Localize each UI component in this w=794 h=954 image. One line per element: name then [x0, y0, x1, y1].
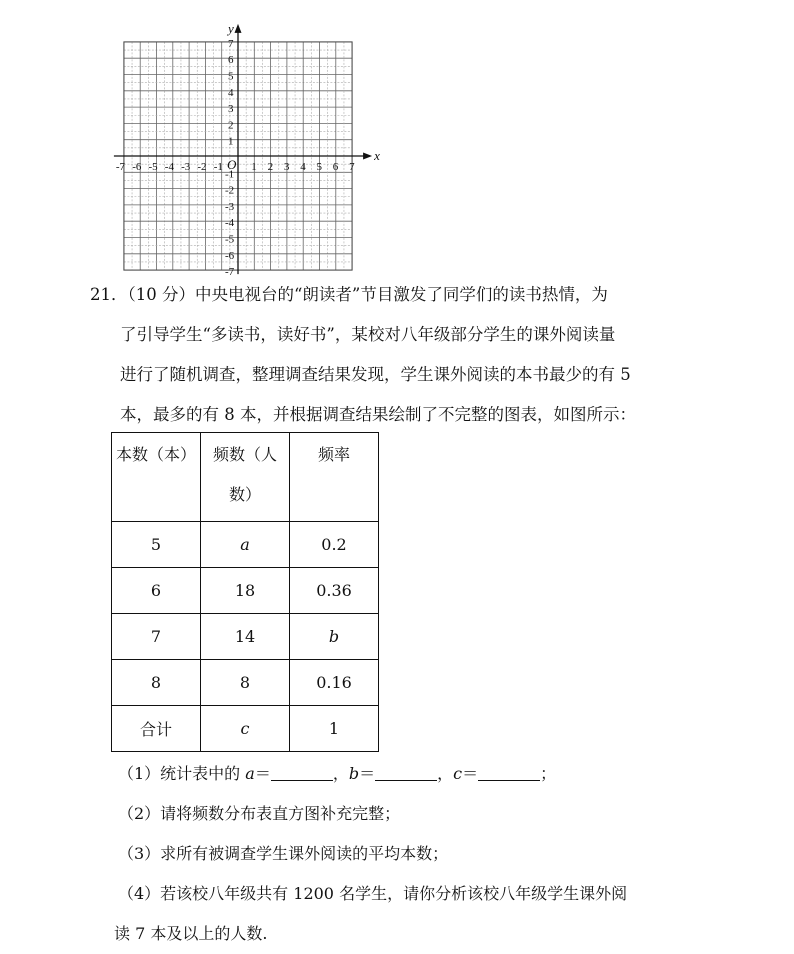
question-number: 21．: [90, 285, 128, 304]
y-axis-arrow: [235, 24, 242, 33]
x-tick-label: 6: [332, 161, 339, 173]
y-tick-label: -2: [225, 184, 235, 197]
y-tick-label: 7: [228, 37, 234, 50]
header-frequency-rate: 频率: [290, 433, 379, 522]
y-tick-label: -6: [225, 249, 235, 262]
x-tick-label: 3: [283, 161, 290, 173]
subquestions: [114, 754, 738, 954]
x-tick-label: -1: [213, 161, 223, 173]
y-tick-label: -7: [225, 266, 235, 279]
y-tick-label: -3: [225, 200, 235, 213]
x-axis-label: x: [374, 148, 380, 163]
question-line-4: 本，最多的有 8 本，并根据调查结果绘制了不完整的图表，如图所示：: [120, 405, 636, 424]
question-21: [90, 275, 710, 435]
header-frequency-count: 频数（人 数）: [201, 433, 290, 522]
subquestion-1: （1）统计表中的 a＝ ，b＝ ，c＝ ；: [118, 764, 557, 783]
y-tick-label: 4: [228, 86, 234, 99]
subquestion-4-line-1: （4）若该校八年级共有 1200 名学生，请你分析该校八年级学生课外阅: [118, 884, 628, 903]
table-row: 7 14 b: [112, 614, 379, 660]
x-tick-label: -2: [197, 161, 207, 173]
question-line-2: 了引导学生“多读书，读好书”，某校对八年级部分学生的课外阅读量: [120, 325, 616, 344]
x-tick-label: -7: [115, 161, 126, 173]
x-tick-label: -3: [181, 161, 191, 173]
table-header-row: [112, 433, 379, 522]
x-tick-label: 5: [316, 161, 322, 173]
subquestion-3: （3）求所有被调查学生课外阅读的平均本数；: [118, 844, 449, 863]
x-tick-label: 4: [300, 161, 306, 173]
question-line-3: 进行了随机调查，整理调查结果发现，学生课外阅读的本书最少的有 5: [120, 365, 631, 384]
x-axis-arrow: [363, 153, 372, 160]
x-tick-label: -4: [164, 161, 174, 173]
y-tick-label: 3: [228, 103, 234, 116]
table-total-row: 合计 c 1: [112, 706, 379, 752]
x-tick-label: 1: [251, 161, 257, 173]
origin-label: O: [227, 157, 237, 172]
subquestion-2: （2）请将频数分布表直方图补充完整；: [118, 804, 401, 823]
table-row: 6 18 0.36: [112, 568, 379, 614]
subquestion-4-line-2: 读 7 本及以上的人数.: [114, 924, 268, 943]
y-tick-label: 6: [228, 54, 234, 67]
y-tick-label: 1: [228, 135, 234, 148]
coordinate-grid: [108, 18, 380, 279]
answer-blank-c[interactable]: [478, 764, 540, 781]
table-row: 8 8 0.16: [112, 660, 379, 706]
y-tick-label: -5: [225, 233, 235, 246]
y-tick-label: 2: [228, 119, 234, 132]
answer-blank-b[interactable]: [375, 764, 437, 781]
header-books: 本数（本）: [112, 433, 201, 522]
frequency-table: [111, 432, 379, 752]
x-tick-label: -6: [132, 161, 142, 173]
x-tick-label: 2: [267, 161, 274, 173]
y-axis-label: y: [228, 20, 234, 36]
x-tick-label: 7: [349, 161, 355, 173]
question-line-1: 21．（10 分）中央电视台的“朗读者”节目激发了同学们的读书热情，为: [90, 285, 608, 304]
y-tick-label: -1: [225, 168, 235, 181]
y-tick-label: -4: [225, 217, 235, 230]
y-tick-label: 5: [228, 70, 234, 83]
answer-blank-a[interactable]: [271, 764, 333, 781]
table-row: 5 a 0.2: [112, 522, 379, 568]
x-tick-label: -5: [148, 161, 158, 173]
